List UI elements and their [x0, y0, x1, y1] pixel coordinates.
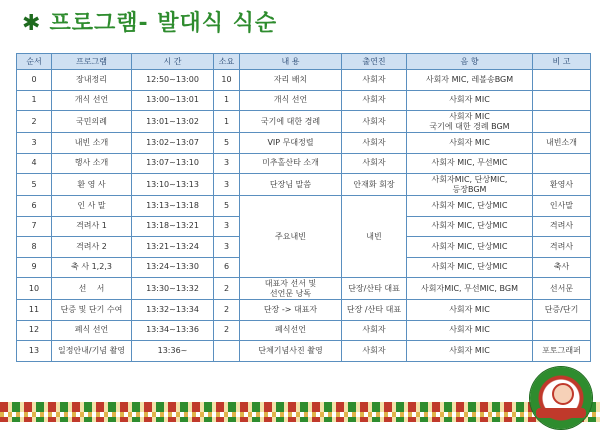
- content-cell: 단장님 말씀: [240, 174, 342, 196]
- duration-cell: 1: [214, 90, 240, 111]
- time-cell: 13:13~13:18: [132, 196, 214, 217]
- program-table: [16, 53, 591, 362]
- content-cell: 폐식선언: [240, 320, 342, 341]
- cast-cell: 단장/산타 대표: [342, 278, 407, 300]
- duration-cell: 5: [214, 196, 240, 217]
- table-header-row: [17, 54, 591, 70]
- note-cell: 단증/단기: [533, 300, 591, 321]
- note-cell: 인사말: [533, 196, 591, 217]
- title-text: 프로그램- 발대식 식순: [49, 11, 278, 36]
- program-cell: 폐식 선언: [52, 320, 132, 341]
- note-cell: [533, 90, 591, 111]
- order-cell: 9: [17, 257, 52, 278]
- note-cell: [533, 320, 591, 341]
- note-cell: 축사: [533, 257, 591, 278]
- order-cell: 11: [17, 300, 52, 321]
- header-cell: 출연진: [342, 54, 407, 70]
- duration-cell: 6: [214, 257, 240, 278]
- program-cell: 환 영 사: [52, 174, 132, 196]
- asterisk-icon: ✱: [22, 11, 42, 36]
- order-cell: 7: [17, 216, 52, 237]
- table-row: [17, 320, 591, 341]
- time-cell: 13:24~13:30: [132, 257, 214, 278]
- program-cell: 격려사 1: [52, 216, 132, 237]
- note-cell: 선서문: [533, 278, 591, 300]
- table-row: [17, 133, 591, 154]
- program-cell: 국민의례: [52, 111, 132, 133]
- program-cell: 격려사 2: [52, 237, 132, 258]
- sound-cell: 사회자 MIC: [407, 300, 533, 321]
- ribbon-trim: [0, 412, 600, 417]
- header-cell: 비 고: [533, 54, 591, 70]
- cast-cell: 단장 /산타 대표: [342, 300, 407, 321]
- table-row: [17, 341, 591, 362]
- note-cell: 내빈소개: [533, 133, 591, 154]
- program-cell: 장내정리: [52, 70, 132, 91]
- content-cell: 자리 배치: [240, 70, 342, 91]
- order-cell: 4: [17, 153, 52, 174]
- sound-cell: 사회자MIC, 무선MIC, BGM: [407, 278, 533, 300]
- duration-cell: 2: [214, 278, 240, 300]
- duration-cell: 1: [214, 111, 240, 133]
- time-cell: 13:10~13:13: [132, 174, 214, 196]
- header-cell: 소요: [214, 54, 240, 70]
- program-cell: 행사 소개: [52, 153, 132, 174]
- header-cell: 순서: [17, 54, 52, 70]
- program-cell: 축 사 1,2,3: [52, 257, 132, 278]
- order-cell: 2: [17, 111, 52, 133]
- cast-cell: 사회자: [342, 320, 407, 341]
- content-cell: 대표자 선서 및 선언문 낭독: [240, 278, 342, 300]
- header-cell: 시 간: [132, 54, 214, 70]
- time-cell: 13:21~13:24: [132, 237, 214, 258]
- duration-cell: 3: [214, 174, 240, 196]
- sound-cell: 사회자 MIC: [407, 90, 533, 111]
- note-cell: [533, 70, 591, 91]
- table-row: [17, 111, 591, 133]
- sound-cell: 사회자 MIC, 무선MIC: [407, 153, 533, 174]
- order-cell: 13: [17, 341, 52, 362]
- cast-cell: 사회자: [342, 341, 407, 362]
- content-cell: VIP 무대정렬: [240, 133, 342, 154]
- table-row: [17, 70, 591, 91]
- time-cell: 12:50~13:00: [132, 70, 214, 91]
- content-cell: 미추홀산타 소개: [240, 153, 342, 174]
- program-cell: 단증 및 단기 수여: [52, 300, 132, 321]
- note-cell: [533, 111, 591, 133]
- content-cell: 개식 선언: [240, 90, 342, 111]
- content-cell: 단장 -> 대표자: [240, 300, 342, 321]
- cast-cell: 사회자: [342, 153, 407, 174]
- cast-cell: 사회자: [342, 133, 407, 154]
- sound-cell: 사회자 MIC: [407, 320, 533, 341]
- note-cell: 환영사: [533, 174, 591, 196]
- program-cell: 선 서: [52, 278, 132, 300]
- note-cell: 포토그래퍼: [533, 341, 591, 362]
- time-cell: 13:01~13:02: [132, 111, 214, 133]
- sound-cell: 사회자 MIC, 레볼송BGM: [407, 70, 533, 91]
- time-cell: 13:07~13:10: [132, 153, 214, 174]
- duration-cell: 10: [214, 70, 240, 91]
- program-cell: 일정안내/기념 촬영: [52, 341, 132, 362]
- cast-cell: 사회자: [342, 90, 407, 111]
- wreath-banner: [536, 408, 586, 418]
- order-cell: 0: [17, 70, 52, 91]
- note-cell: 격려사: [533, 216, 591, 237]
- time-cell: 13:32~13:34: [132, 300, 214, 321]
- duration-cell: 2: [214, 300, 240, 321]
- cast-cell: 사회자: [342, 70, 407, 91]
- time-cell: 13:00~13:01: [132, 90, 214, 111]
- time-cell: 13:34~13:36: [132, 320, 214, 341]
- sound-cell: 사회자MIC, 단상MIC, 등장BGM: [407, 174, 533, 196]
- table-row: [17, 300, 591, 321]
- page-title: [22, 6, 277, 37]
- duration-cell: [214, 341, 240, 362]
- content-cell: 단체기념사진 촬영: [240, 341, 342, 362]
- sound-cell: 사회자 MIC, 단상MIC: [407, 216, 533, 237]
- table-row: [17, 278, 591, 300]
- sound-cell: 사회자 MIC, 단상MIC: [407, 237, 533, 258]
- program-cell: 인 사 말: [52, 196, 132, 217]
- program-cell: 내빈 소개: [52, 133, 132, 154]
- time-cell: 13:30~13:32: [132, 278, 214, 300]
- header-cell: 내 용: [240, 54, 342, 70]
- duration-cell: 2: [214, 320, 240, 341]
- table-row: [17, 174, 591, 196]
- order-cell: 3: [17, 133, 52, 154]
- duration-cell: 3: [214, 216, 240, 237]
- sound-cell: 사회자 MIC, 단상MIC: [407, 257, 533, 278]
- header-cell: 음 향: [407, 54, 533, 70]
- table-row: [17, 196, 591, 217]
- order-cell: 6: [17, 196, 52, 217]
- program-cell: 개식 선언: [52, 90, 132, 111]
- sound-cell: 사회자 MIC: [407, 133, 533, 154]
- cast-cell: 사회자: [342, 111, 407, 133]
- time-cell: 13:18~13:21: [132, 216, 214, 237]
- order-cell: 8: [17, 237, 52, 258]
- cast-cell: 안재화 회장: [342, 174, 407, 196]
- duration-cell: 3: [214, 237, 240, 258]
- order-cell: 1: [17, 90, 52, 111]
- santa-icon: [552, 383, 574, 405]
- sound-cell: 사회자 MIC, 단상MIC: [407, 196, 533, 217]
- duration-cell: 5: [214, 133, 240, 154]
- duration-cell: 3: [214, 153, 240, 174]
- content-cell: 주요내빈: [240, 196, 342, 278]
- content-cell: 국기에 대한 경례: [240, 111, 342, 133]
- table-row: [17, 153, 591, 174]
- time-cell: 13:02~13:07: [132, 133, 214, 154]
- order-cell: 12: [17, 320, 52, 341]
- time-cell: 13:36~: [132, 341, 214, 362]
- sound-cell: 사회자 MIC: [407, 341, 533, 362]
- note-cell: [533, 153, 591, 174]
- note-cell: 격려사: [533, 237, 591, 258]
- header-cell: 프로그램: [52, 54, 132, 70]
- sound-cell: 사회자 MIC 국기에 대한 경례 BGM: [407, 111, 533, 133]
- order-cell: 10: [17, 278, 52, 300]
- table-row: [17, 90, 591, 111]
- cast-cell: 내빈: [342, 196, 407, 278]
- order-cell: 5: [17, 174, 52, 196]
